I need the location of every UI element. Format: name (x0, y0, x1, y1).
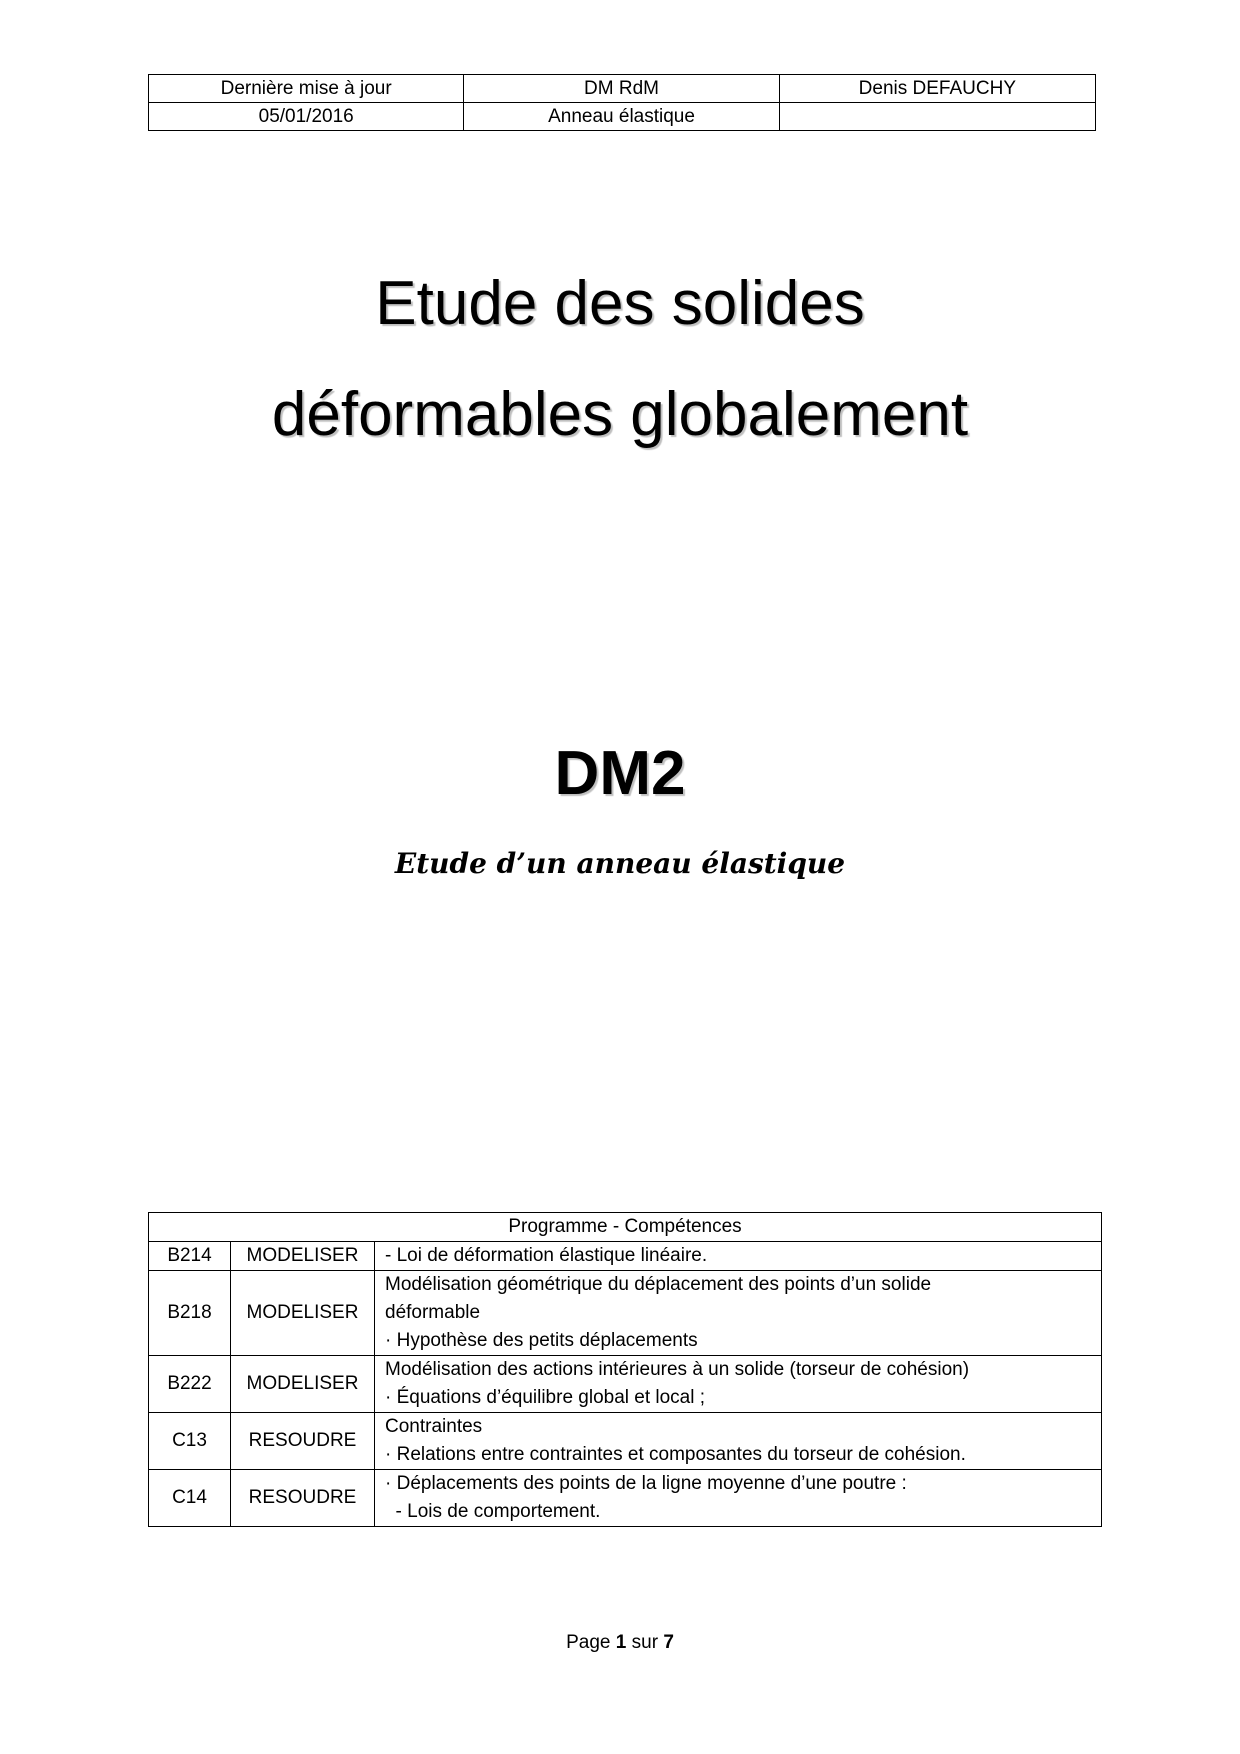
skill-description-line: - Loi de déformation élastique linéaire. (385, 1245, 708, 1266)
skills-row (149, 1242, 1102, 1271)
header-topic: Anneau élastique (464, 103, 779, 131)
header-course: DM RdM (464, 75, 779, 103)
document-title-line2: déformables globalement (271, 380, 969, 449)
skill-description (375, 1271, 1102, 1356)
page-prefix: Page (566, 1632, 611, 1653)
skill-description-line: · Relations entre contraintes et composantes du torseur de cohésion. (385, 1444, 966, 1465)
skill-description-line: · Hypothèse des petits déplacements (385, 1330, 698, 1351)
page-current: 1 (615, 1632, 627, 1653)
skill-description (375, 1242, 1102, 1271)
skills-row (149, 1271, 1102, 1356)
assignment-subtitle: Etude d’un anneau élastique (394, 847, 846, 880)
page-separator: sur (631, 1632, 659, 1653)
header-last-update-label: Dernière mise à jour (149, 75, 464, 103)
skill-category: MODELISER (231, 1356, 375, 1413)
page-footer (0, 1632, 1240, 1654)
skill-description-line: - Lois de comportement. (385, 1501, 601, 1522)
skill-description-line: · Déplacements des points de la ligne moyenne d’une poutre : (385, 1473, 907, 1494)
skills-table-body (149, 1242, 1102, 1527)
assignment-label: DM2 (554, 739, 686, 808)
skills-table (148, 1212, 1102, 1527)
skills-row (149, 1470, 1102, 1527)
header-table (148, 74, 1096, 131)
header-date: 05/01/2016 (149, 103, 464, 131)
skill-code: B218 (149, 1271, 231, 1356)
header-author: Denis DEFAUCHY (779, 75, 1095, 103)
skill-code: B214 (149, 1242, 231, 1271)
skills-row (149, 1356, 1102, 1413)
skill-description-line: Modélisation géométrique du déplacement des points d’un solide (385, 1274, 932, 1295)
skill-description (375, 1356, 1102, 1413)
page-total: 7 (663, 1632, 674, 1653)
skill-category: RESOUDRE (231, 1413, 375, 1470)
skills-row (149, 1413, 1102, 1470)
skill-description (375, 1413, 1102, 1470)
skill-description-line: Modélisation des actions intérieures à un solide (torseur de cohésion) (385, 1359, 970, 1380)
header-empty-cell (779, 103, 1095, 131)
skill-code: C13 (149, 1413, 231, 1470)
skill-category: MODELISER (231, 1242, 375, 1271)
skill-description (375, 1470, 1102, 1527)
skill-category: MODELISER (231, 1271, 375, 1356)
skill-description-line: déformable (385, 1302, 481, 1323)
skill-description-line: Contraintes (385, 1416, 483, 1437)
skill-code: C14 (149, 1470, 231, 1527)
skill-code: B222 (149, 1356, 231, 1413)
skill-description-line: · Équations d’équilibre global et local ; (385, 1387, 706, 1408)
skill-category: RESOUDRE (231, 1470, 375, 1527)
document-title-line1: Etude des solides (375, 269, 865, 338)
skills-table-caption: Programme - Compétences (149, 1213, 1102, 1242)
